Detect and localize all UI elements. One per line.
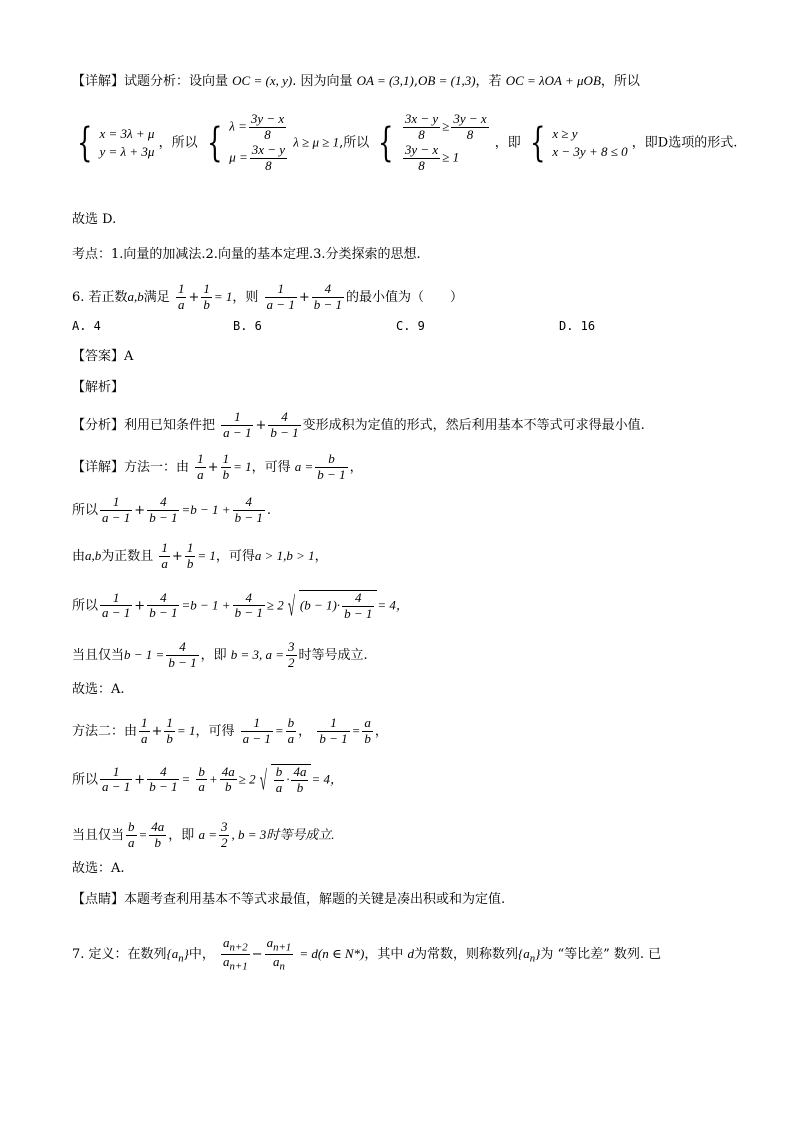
answer: 【答案】A bbox=[72, 349, 134, 364]
system-1: x = 3λ + μ y = λ + 3μ bbox=[99, 126, 155, 159]
dianjing: 【点睛】本题考查利用基本不等式求最值，解题的关键是凑出积或和为定值. bbox=[72, 892, 506, 907]
option-d: D. 16 bbox=[559, 319, 596, 333]
method1-line4: 所以 $\frac{1}{a - 1}$ + $\frac{4}{b - 1}$ =b − 1 + $\frac{4}{b - 1}$ ≥ 2 √ (b − 1)· $\frac{4}{b - 1}$ = 4， bbox=[72, 590, 409, 622]
fenxi-line: 【分析】利用已知条件把 $\frac{1}{a - 1}$ + $\frac{4}{b - 1}$ 变形成积为定值的形式，然后利用基本不等式可求得最小值. bbox=[72, 409, 645, 440]
method1-equality: 当且仅当b − 1 = $\frac{4}{b - 1}$ ，即 b = 3, a = $\frac{3}{2}$ 时等号成立. bbox=[72, 639, 368, 670]
system-4: x ≥ y x − 3y + 8 ≤ 0 bbox=[552, 126, 628, 159]
method2-line2: 所以 $\frac{1}{a - 1}$ + $\frac{4}{b - 1}$ = $\frac{b}{a}$ + $\frac{4a}{b}$ ≥ 2 √ $\frac{b}{a}$ · $\frac{4a}{b}$ = 4， bbox=[72, 764, 343, 796]
q5-detail-line1: 【详解】试题分析：设向量 OC = (x, y). 因为向量 OA = (3,1),OB = (1,3)，若 OC = λOA + μOB，所以 bbox=[72, 73, 640, 89]
jiexi: 【解析】 bbox=[72, 380, 125, 395]
option-b: B. 6 bbox=[233, 319, 262, 333]
option-a: A. 4 bbox=[72, 319, 101, 333]
method1-line2: 所以 $\frac{1}{a - 1}$ + $\frac{4}{b - 1}$ =b − 1 + $\frac{4}{b - 1}$ . bbox=[72, 494, 271, 525]
q5-choose: 故选 D. bbox=[72, 212, 117, 227]
method1-line1: 【详解】方法一：由 $\frac{1}{a}$ + $\frac{1}{b}$ = 1，可得 a = $\frac{b}{b - 1}$ ， bbox=[72, 451, 363, 482]
choose-2: 故选：A. bbox=[72, 861, 125, 876]
q5-systems-line: { x = 3λ + μ y = λ + 3μ ，所以 { λ = $\frac{3y - x}{8}$ μ = $\frac{3x - y}{8}$ λ ≥ μ ≥ 1,所以 { $\frac{3x - y}{8}$ ≥ $\frac{3y - x}{8}$ $\frac{3y - x}{8}$ ≥ 1 ，即 { x ≥ y x − 3y + 8 ≤ 0 ，即D选项的形式. bbox=[77, 111, 738, 173]
option-c: C. 9 bbox=[396, 319, 425, 333]
method1-line3: 由a,b为正数且 $\frac{1}{a}$ + $\frac{1}{b}$ = 1，可得a > 1,b > 1， bbox=[72, 540, 328, 571]
system-2: λ = $\frac{3y - x}{8}$ μ = $\frac{3x - y}{8}$ bbox=[229, 111, 286, 173]
method2-equality: 当且仅当 $\frac{b}{a}$ = $\frac{4a}{b}$ ，即 a = $\frac{3}{2}$ , b = 3时等号成立. bbox=[72, 819, 335, 850]
choose-1: 故选：A. bbox=[72, 682, 125, 697]
q6-stem: 6. 若正数a,b满足 $\frac{1}{a}$ + $\frac{1}{b}$ = 1，则 $\frac{1}{a - 1}$ + $\frac{4}{b - 1}$ 的最小值为（ ） bbox=[72, 281, 464, 312]
method2-line1: 方法二：由 $\frac{1}{a}$ + $\frac{1}{b}$ = 1，可得 $\frac{1}{a - 1}$ = $\frac{b}{a}$ ， $\frac{1}{b - 1}$ = $\frac{a}{b}$ ， bbox=[72, 715, 388, 746]
q5-points: 考点：1.向量的加减法.2.向量的基本定理.3.分类探索的思想. bbox=[72, 247, 421, 262]
q7-stem: 7. 定义：在数列$\{a_n\}$中， $\frac{a_{n+2}}{a_{n+1}}$ − $\frac{a_{n+1}}{a_n}$ = d(n ∈ N*)，其中 d为常数，则称数列$\{a_n\}$为 “等比差” 数列. 已 bbox=[72, 935, 662, 973]
system-3: $\frac{3x - y}{8}$ ≥ $\frac{3y - x}{8}$ $\frac{3y - x}{8}$ ≥ 1 bbox=[404, 111, 487, 173]
